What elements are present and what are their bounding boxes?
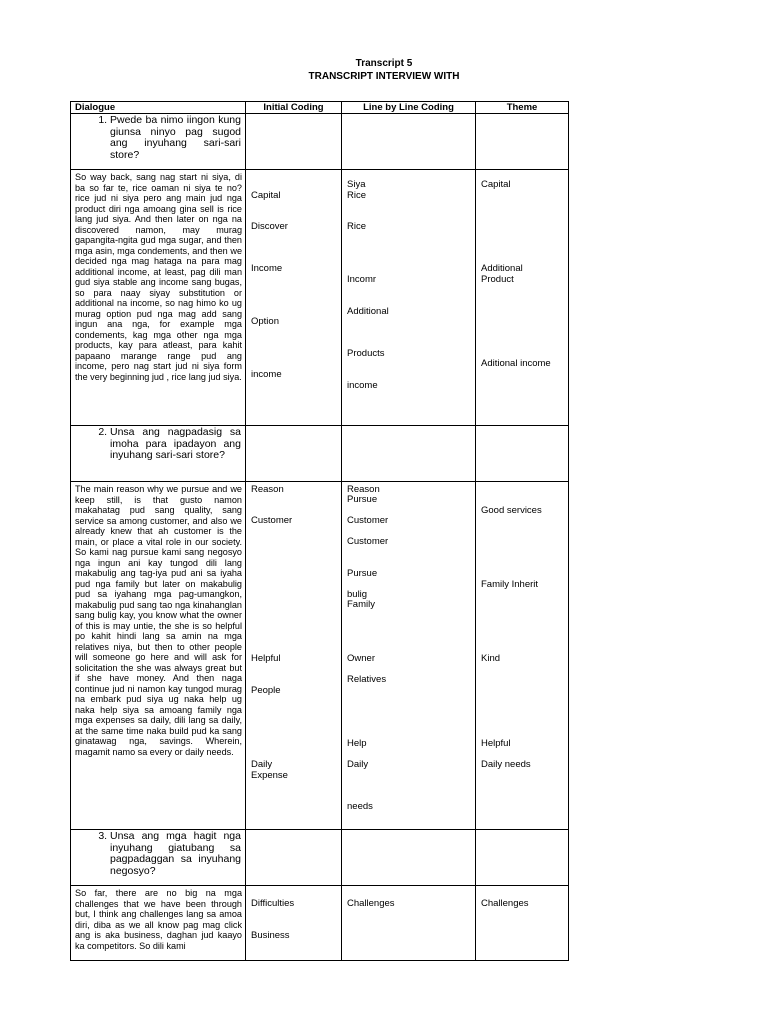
line-code: Owner: [347, 653, 375, 664]
col-header-initial-coding: Initial Coding: [246, 102, 342, 114]
line-code: Help: [347, 738, 367, 749]
line-code: Products: [347, 348, 385, 359]
coding-table: [70, 101, 569, 961]
theme-code: Additional: [481, 263, 523, 274]
line-code: Relatives: [347, 674, 387, 685]
document-subtitle: TRANSCRIPT INTERVIEW WITH: [308, 71, 460, 82]
line-code: Daily: [347, 759, 369, 770]
theme-code: Good services: [481, 505, 542, 516]
theme-code: Helpful: [481, 738, 511, 749]
line-code: Family: [347, 599, 375, 610]
line-code: Reason: [347, 484, 380, 495]
table-header-row: [71, 102, 569, 114]
col-header-dialogue: Dialogue: [71, 102, 246, 114]
theme-code: Capital: [481, 179, 511, 190]
question-text: 3. Unsa ang mga hagit nga inyuhang giatubang sa pagpadaggan sa inyuhang negosyo?: [110, 831, 241, 878]
line-code: Incomr: [347, 274, 377, 285]
answer-row: [71, 482, 569, 830]
theme-code: Family Inherit: [481, 579, 539, 590]
line-code: Rice: [347, 190, 367, 201]
col-header-line-coding: Line by Line Coding: [342, 102, 476, 114]
line-code: Pursue: [347, 568, 378, 579]
initial-code: People: [251, 685, 281, 696]
initial-code: Daily: [251, 759, 273, 770]
question-text: 2. Unsa ang nagpadasig sa imoha para ipadayon ang inyuhang sari-sari store?: [110, 427, 241, 462]
initial-code: Capital: [251, 190, 281, 201]
initial-code: Customer: [251, 515, 293, 526]
line-code: Pursue: [347, 494, 378, 505]
answer-row: [71, 170, 569, 426]
initial-code: Expense: [251, 770, 288, 781]
initial-code: Business: [251, 930, 290, 941]
question-row: [71, 426, 569, 482]
theme-code: Kind: [481, 653, 501, 664]
dialogue-text: The main reason why we pursue and we keep still, is that gusto namon makahatag pud sang quality, sang service sa among customer, and also we already knew that ah customer is the main, or place a vital role in our society. So kami nag pursue kami sang negosyo nga ingun ani kay tungod dili lang makabulig ang tag-iya pud ani sa iyaha pud nga family but later on makabulig pud sa iyahang mga pag-umangkon, makabulig pud sang tao nga kinahanglan sang bulig kay, you know what the owner of this is may untie, the she is so helpful po kahit hindi lang sa amin na mga relatives niya, but then to other people will someone go here and will ask for solicitation the she was always great but if she have money. And then naga continue jud ni namon kay tungod murag na embark pud siya ug naka help ug naka help siya sa amoang family nga mga expenses sa daily, dili lang sa daily, at the same time naka build pud ka sang ginatawag nga, savings. Wherein, magamit namo sa every or daily needs.: [71, 482, 246, 830]
initial-code: Option: [251, 316, 279, 327]
line-code: Customer: [347, 536, 389, 547]
line-code: Challenges: [347, 898, 395, 909]
dialogue-text: So far, there are no big na mga challenges that we have been through but, I think ang challenges lang sa amoa diri, diba as we all know pag mag click ang is aka business, daghan jud kaayo ka competitors. So dili kami: [71, 886, 246, 961]
line-code: Customer: [347, 515, 389, 526]
line-code: income: [347, 380, 378, 391]
answer-row: [71, 886, 569, 961]
initial-code: Discover: [251, 221, 288, 232]
theme-code: Product: [481, 274, 514, 285]
line-code: Rice: [347, 221, 367, 232]
initial-code: income: [251, 369, 282, 380]
line-code: needs: [347, 801, 373, 812]
theme-code: Challenges: [481, 898, 529, 909]
question-text: 1. Pwede ba nimo iingon kung giunsa ninyo pag sugod ang inyuhang sari-sari store?: [110, 115, 241, 162]
line-code: Siya: [347, 179, 366, 190]
initial-code: Reason: [251, 484, 284, 495]
line-code: Additional: [347, 306, 389, 317]
question-row: [71, 114, 569, 170]
initial-code: Income: [251, 263, 283, 274]
document-title: Transcript 5: [355, 58, 413, 69]
initial-code: Difficulties: [251, 898, 295, 909]
line-code: bulig: [347, 589, 368, 600]
initial-code: Helpful: [251, 653, 281, 664]
col-header-theme: Theme: [476, 102, 569, 114]
question-row: [71, 830, 569, 886]
theme-code: Aditional income: [481, 358, 551, 369]
theme-code: Daily needs: [481, 759, 531, 770]
dialogue-text: So way back, sang nag start ni siya, di ba so far te, rice oaman ni siya te no? rice jud ni siya pero ang main jud nga product diri nga amoang gina sell is rice lang jud siya. And then later on nga na discovered namon, may murag gapangita-ngita gud mga sugar, and then mga asin, mga condements, and then we decided nga mag hataga na para mag additional income, at least, pag dili man gud siya stable ang income sang bugas, so para naay siyay substitution or additional na income, so nag himo ko ug murag option pud nga mag add sang ingun ana nga, for example mga condements, kag mga other nga mga products, kay para atleast, para kahit papaano marange range pud ang income, pero nag start jud ni siya form the very beginning jud , rice lang jud siya.: [71, 170, 246, 426]
